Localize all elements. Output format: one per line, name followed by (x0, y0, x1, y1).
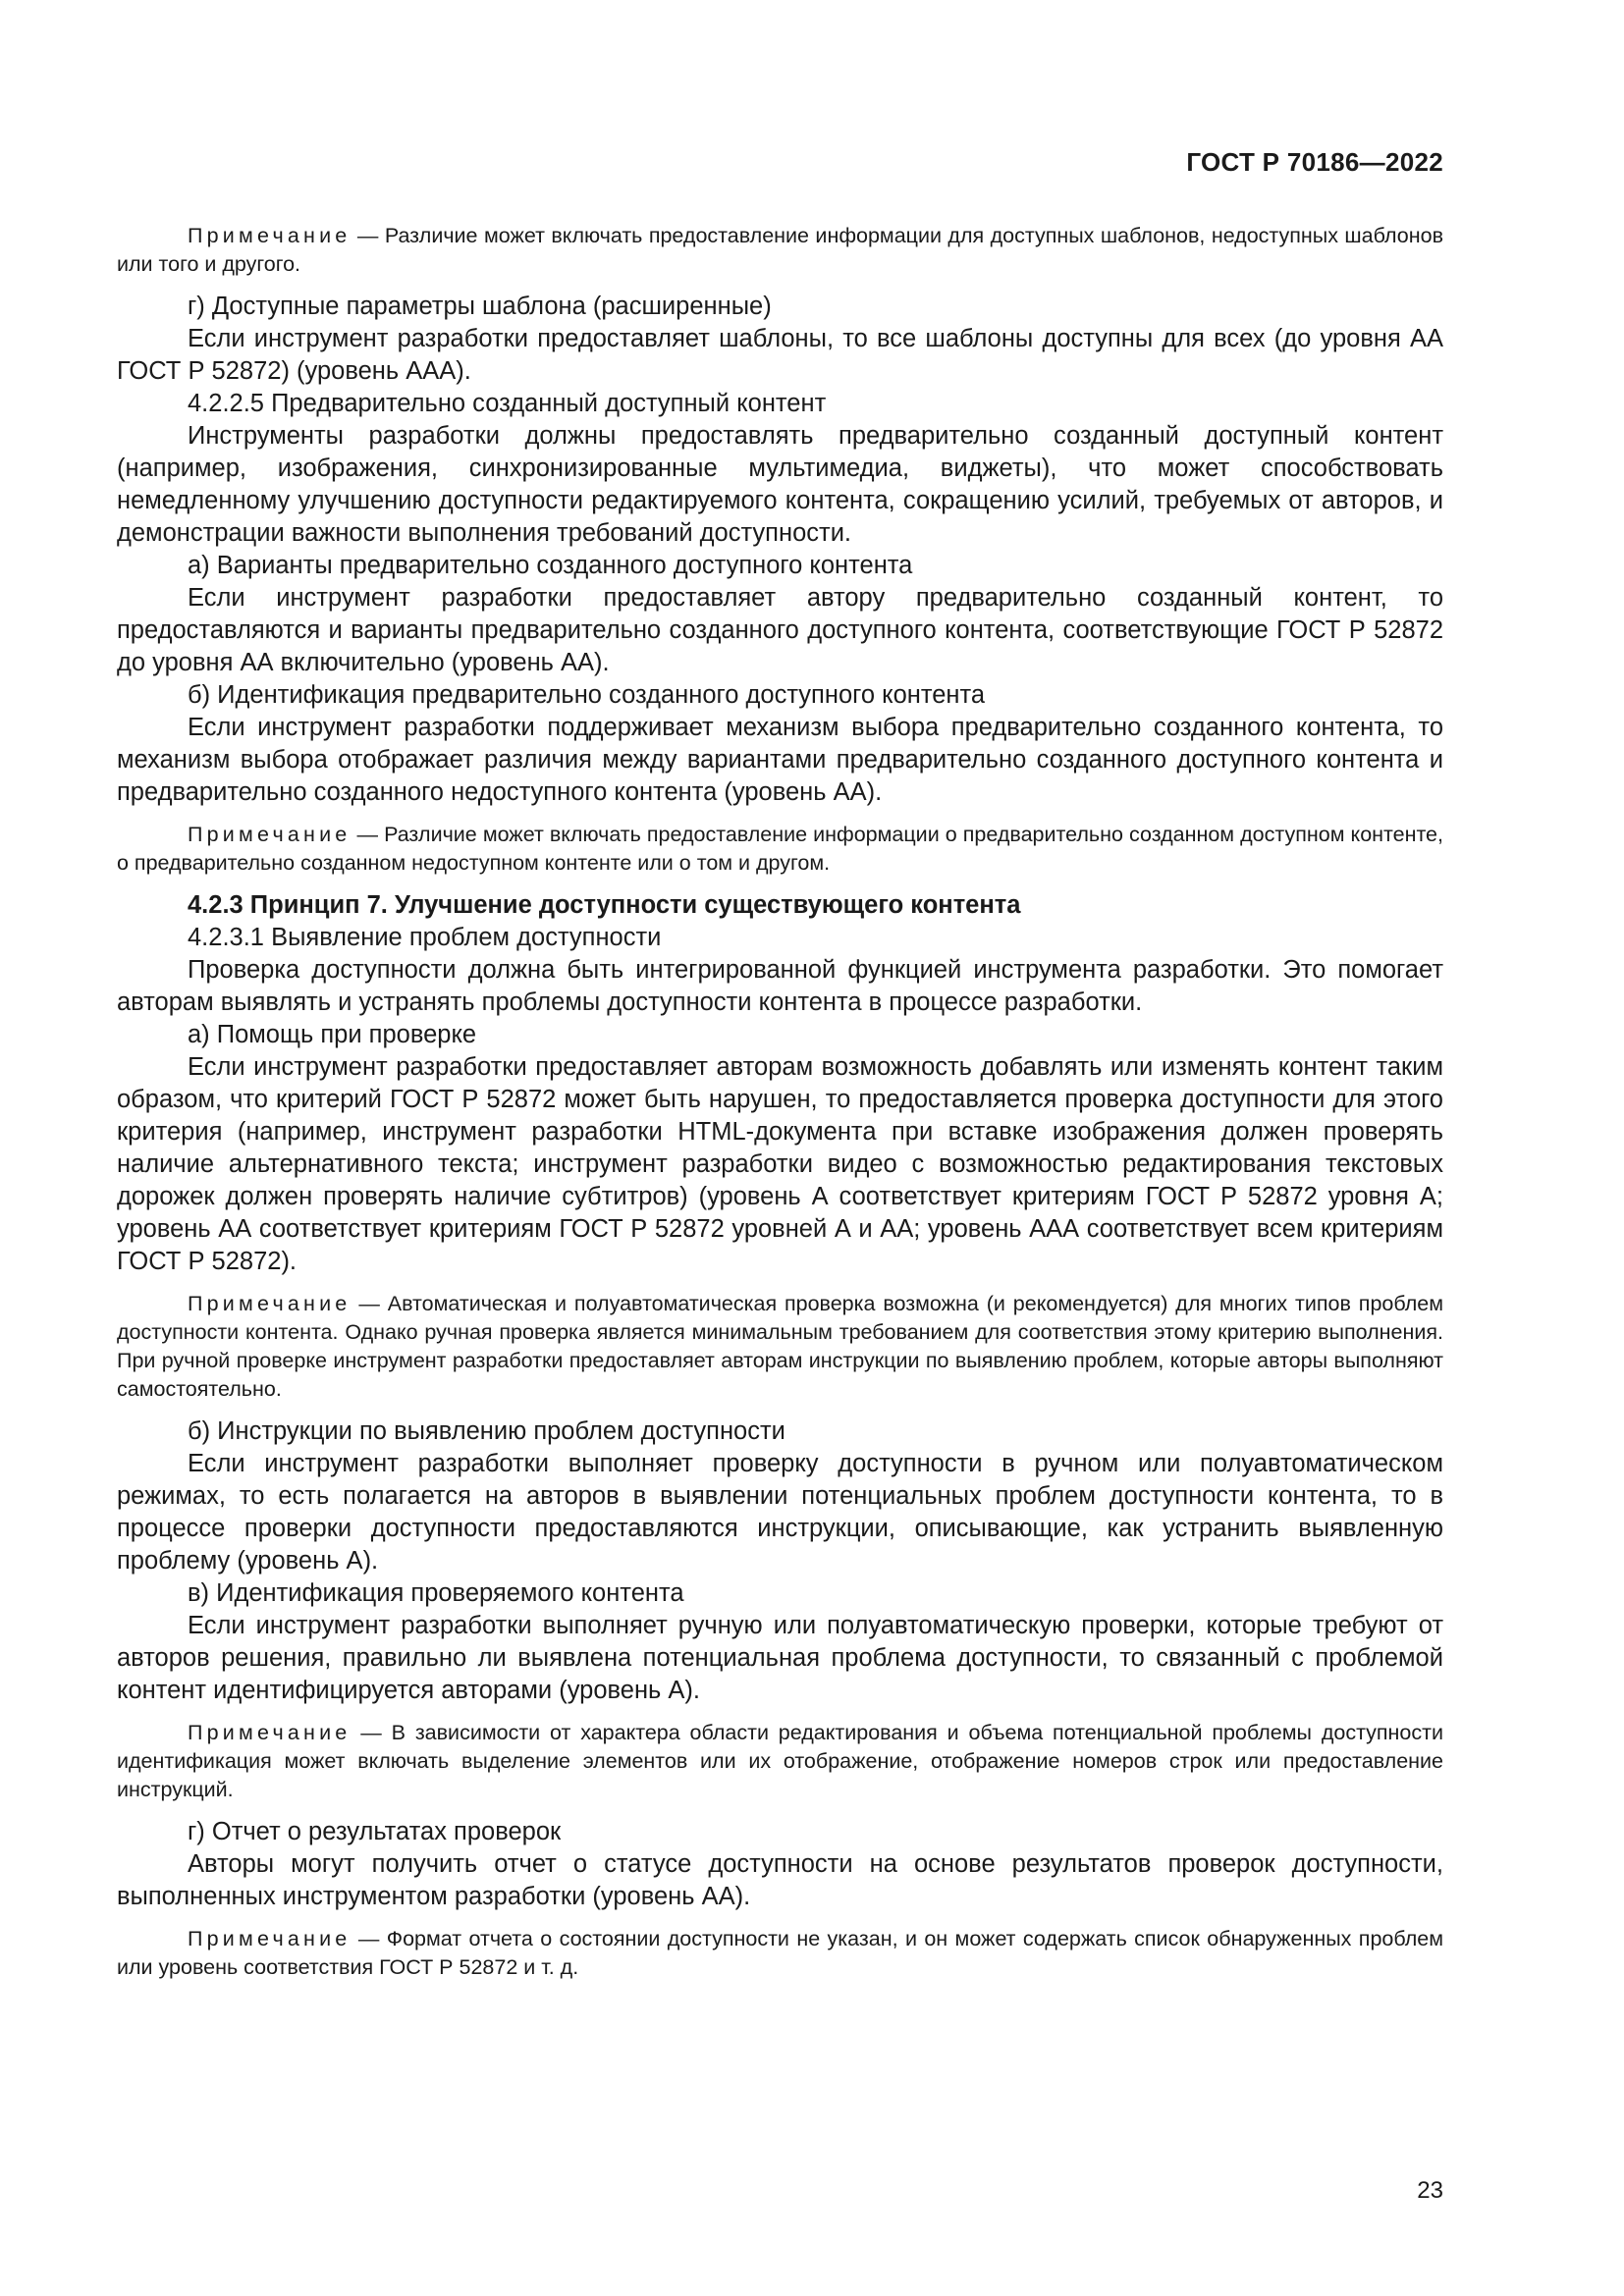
note-label: Примечание (188, 1927, 352, 1950)
note-label: Примечание (188, 1721, 352, 1744)
note-paragraph (117, 1290, 1443, 1404)
note-text: — Формат отчета о состоянии доступности не указан, и он может содержать список обнаруженных проблем или уровень соответствия ГОСТ Р 52872 и т. д. (117, 1927, 1443, 1979)
body-paragraph: Инструменты разработки должны предоставлять предварительно созданный доступный контент (например, изображения, синхронизированные мультимедиа, виджеты), что может способствовать немедленному улучшению доступности редактируемого контента, сокращению усилий, требуемых от авторов, и демонстрации важности выполнения требований доступности. (117, 422, 1443, 547)
body-paragraph: 4.2.2.5 Предварительно созданный доступный контент (188, 390, 827, 417)
note-paragraph (117, 222, 1443, 279)
body-paragraph: б) Инструкции по выявлению проблем доступности (188, 1417, 785, 1445)
body-paragraph: в) Идентификация проверяемого контента (188, 1579, 684, 1607)
note-text: — В зависимости от характера области редактирования и объема потенциальной проблемы доступности идентификация может включать выделение элементов или их отображение, отображение номеров строк или предоставление инструкций. (117, 1721, 1443, 1801)
body-paragraph: Авторы могут получить отчет о статусе доступности на основе результатов проверок доступности, выполненных инструментом разработки (уровень АА). (117, 1850, 1443, 1910)
note-text: — Автоматическая и полуавтоматическая проверка возможна (и рекомендуется) для многих типов проблем доступности контента. Однако ручная проверка является минимальным требованием для соответствия этому критерию выполнения. При ручной проверке инструмент разработки предоставляет авторам инструкции по выявлению проблем, которые авторы выполняют самостоятельно. (117, 1292, 1443, 1401)
note-text: — Различие может включать предоставление информации о предварительно созданном доступном контенте, о предварительно созданном недоступном контенте или о том и другом. (117, 823, 1443, 875)
note-paragraph (117, 1719, 1443, 1804)
document-body (117, 222, 1443, 1994)
note-label: Примечание (188, 224, 352, 247)
document-code-header: ГОСТ Р 70186—2022 (1186, 147, 1443, 177)
body-paragraph: а) Помощь при проверке (188, 1021, 477, 1048)
note-text: — Различие может включать предоставление информации для доступных шаблонов, недоступных шаблонов или того и другого. (117, 224, 1443, 276)
note-label: Примечание (188, 823, 352, 846)
body-paragraph: г) Доступные параметры шаблона (расширенные) (188, 293, 772, 320)
body-paragraph: Если инструмент разработки выполняет проверку доступности в ручном или полуавтоматическом режимах, то есть полагается на авторов в выявлении потенциальных проблем доступности контента, то в процессе проверки доступности предоставляются инструкции, описывающие, как устранить выявленную проблему (уровень А). (117, 1450, 1443, 1575)
body-paragraph: Если инструмент разработки поддерживает механизм выбора предварительно созданного контента, то механизм выбора отображает различия между вариантами предварительно созданного доступного контента и предварительно созданного недоступного контента (уровень АА). (117, 714, 1443, 806)
note-label: Примечание (188, 1292, 352, 1315)
body-paragraph: 4.2.3.1 Выявление проблем доступности (188, 924, 662, 951)
body-paragraph: б) Идентификация предварительно созданного доступного контента (188, 681, 986, 709)
body-paragraph: Если инструмент разработки предоставляет автору предварительно созданный контент, то предоставляются и варианты предварительно созданного доступного контента, соответствующие ГОСТ Р 52872 до уровня АА включительно (уровень АА). (117, 584, 1443, 676)
section-heading: 4.2.3 Принцип 7. Улучшение доступности существующего контента (188, 891, 1021, 919)
body-paragraph: Если инструмент разработки выполняет ручную или полуавтоматическую проверки, которые требуют от авторов решения, правильно ли выявлена потенциальная проблема доступности, то связанный с проблемой контент идентифицируется авторами (уровень А). (117, 1612, 1443, 1704)
body-paragraph: Если инструмент разработки предоставляет шаблоны, то все шаблоны доступны для всех (до уровня АА ГОСТ Р 52872) (уровень ААА). (117, 325, 1443, 385)
body-paragraph: а) Варианты предварительно созданного доступного контента (188, 552, 913, 579)
page-number: 23 (1417, 2177, 1443, 2204)
body-paragraph: Если инструмент разработки предоставляет авторам возможность добавлять или изменять контент таким образом, что критерий ГОСТ Р 52872 может быть нарушен, то предоставляется проверка доступности для этого критерия (например, инструмент разработки HTML-документа при вставке изображения должен проверять наличие альтернативного текста; инструмент разработки видео с возможностью редактирования текстовых дорожек должен проверять наличие субтитров) (уровень А соответствует критериям ГОСТ Р 52872 уровня А; уровень АА соответствует критериям ГОСТ Р 52872 уровней А и АА; уровень ААА соответствует всем критериям ГОСТ Р 52872). (117, 1053, 1443, 1275)
body-paragraph: Проверка доступности должна быть интегрированной функцией инструмента разработки. Это помогает авторам выявлять и устранять проблемы доступности контента в процессе разработки. (117, 956, 1443, 1016)
note-paragraph (117, 1925, 1443, 1982)
note-paragraph (117, 821, 1443, 878)
body-paragraph: г) Отчет о результатах проверок (188, 1818, 562, 1845)
